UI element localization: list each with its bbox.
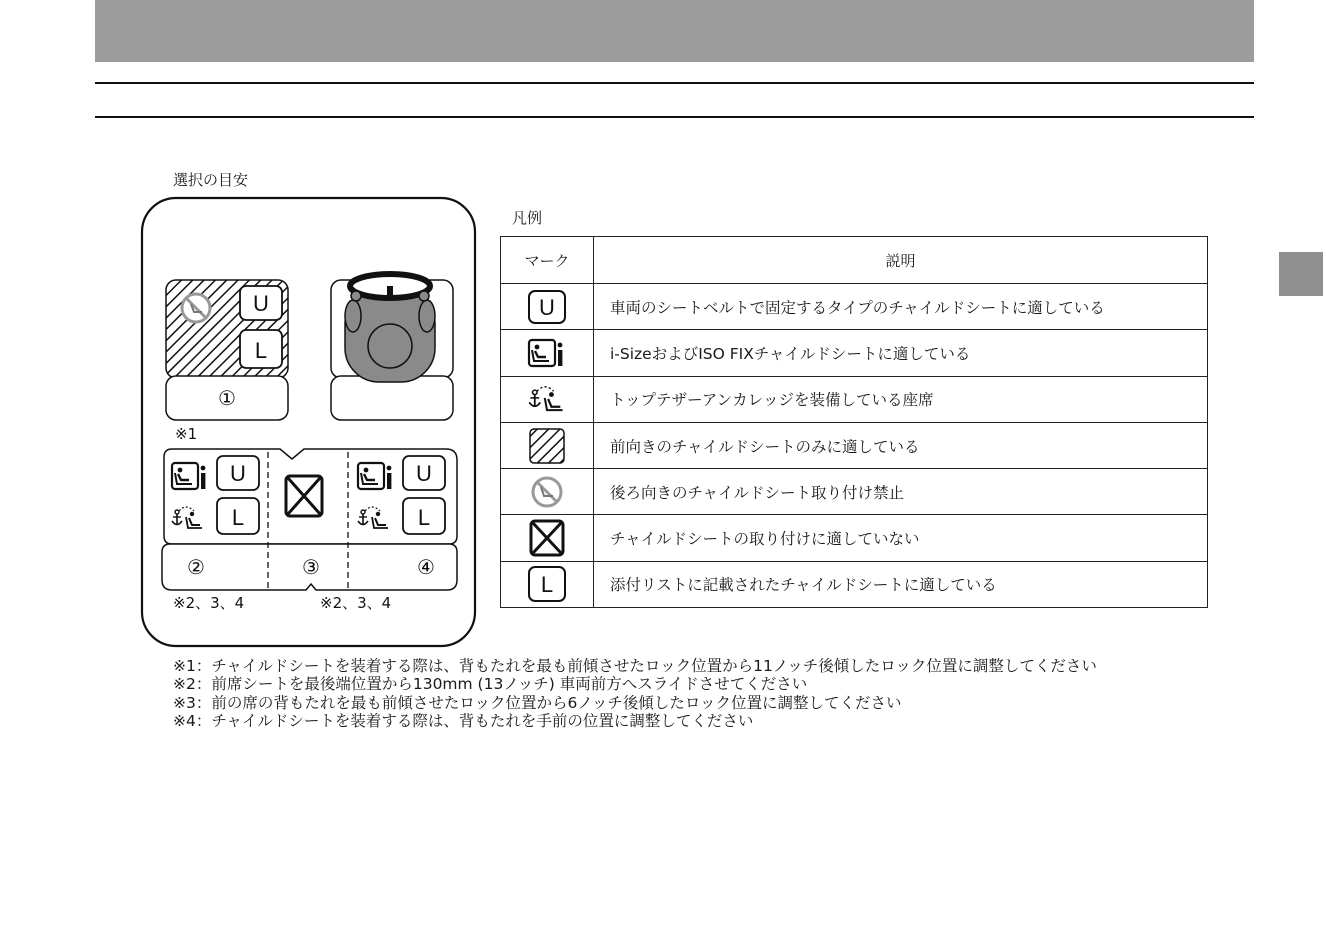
legend-desc-forward-only: 前向きのチャイルドシートのみに適している bbox=[594, 422, 1208, 468]
rear-facing-prohibited-icon bbox=[527, 475, 567, 509]
legend-header-desc: 説明 bbox=[594, 237, 1208, 284]
svg-text:U: U bbox=[539, 294, 555, 320]
legend-row bbox=[501, 284, 1208, 330]
seat1-ref: ※1 bbox=[175, 425, 198, 443]
bottom-rule bbox=[95, 116, 1254, 118]
legend-desc-isofix: i-SizeおよびISO FIXチャイルドシートに適している bbox=[594, 330, 1208, 376]
footnote-4: ※4：チャイルドシートを装着する際は、背もたれを手前の位置に調整してください bbox=[173, 711, 754, 730]
guide-title: 選択の目安 bbox=[173, 171, 249, 189]
header-band bbox=[95, 0, 1254, 62]
legend-row bbox=[501, 376, 1208, 422]
footnote-2: ※2：前席シートを最後端位置から130mm (13ノッチ) 車両前方へスライドさせてください bbox=[173, 675, 808, 694]
legend-row bbox=[501, 330, 1208, 376]
rear-facing-prohibited-icon bbox=[182, 294, 210, 322]
driver-seat bbox=[331, 274, 453, 420]
seat-number-3: ③ bbox=[302, 555, 320, 579]
legend-title: 凡例 bbox=[512, 209, 543, 227]
legend-desc-not-suitable: チャイルドシートの取り付けに適していない bbox=[594, 515, 1208, 561]
legend-desc-u: 車両のシートベルトで固定するタイプのチャイルドシートに適している bbox=[594, 284, 1208, 330]
seat1-u-badge: U bbox=[253, 291, 269, 316]
crossed-box-icon bbox=[527, 519, 567, 557]
legend-row bbox=[501, 422, 1208, 468]
seat-number-1: ① bbox=[218, 386, 236, 410]
seat-number-2: ② bbox=[187, 555, 205, 579]
u-badge-icon bbox=[527, 289, 567, 325]
seat-1 bbox=[166, 280, 288, 420]
legend-header-row bbox=[501, 237, 1208, 284]
legend-desc-top-tether: トップテザーアンカレッジを装備している座席 bbox=[594, 376, 1208, 422]
seating-diagram bbox=[140, 196, 477, 648]
top-rule bbox=[95, 82, 1254, 84]
rear-row bbox=[162, 449, 457, 590]
svg-text:L: L bbox=[540, 572, 554, 598]
top-tether-anchor-icon bbox=[527, 382, 567, 416]
legend-desc-rear-facing-prohibited: 後ろ向きのチャイルドシート取り付け禁止 bbox=[594, 469, 1208, 515]
rear-left-ref: ※2、3、4 bbox=[173, 594, 245, 612]
legend-row bbox=[501, 515, 1208, 561]
hatched-square-icon bbox=[527, 427, 567, 465]
legend-header-mark: マーク bbox=[501, 237, 594, 284]
legend-row bbox=[501, 561, 1208, 607]
seat3-crossed-box-icon bbox=[286, 476, 322, 516]
seat1-l-badge: L bbox=[254, 338, 268, 363]
chapter-side-tab[interactable] bbox=[1279, 252, 1323, 296]
footnote-3: ※3：前の席の背もたれを最も前傾させたロック位置から6ノッチ後傾したロック位置に調整してください bbox=[173, 693, 902, 712]
footnotes bbox=[173, 657, 1097, 730]
seat-number-4: ④ bbox=[417, 555, 435, 579]
rear-right-ref: ※2、3、4 bbox=[320, 594, 392, 612]
l-badge-icon bbox=[527, 565, 567, 603]
seat4-l-badge: L bbox=[417, 505, 431, 530]
legend-table bbox=[500, 236, 1208, 608]
footnote-1: ※1：チャイルドシートを装着する際は、背もたれを最も前傾させたロック位置から11ノッチ後傾したロック位置に調整してください bbox=[173, 657, 1097, 675]
legend-row bbox=[501, 469, 1208, 515]
seat2-l-badge: L bbox=[231, 505, 245, 530]
isofix-icon bbox=[527, 336, 567, 370]
seat2-u-badge: U bbox=[230, 461, 246, 486]
legend-desc-l: 添付リストに記載されたチャイルドシートに適している bbox=[594, 561, 1208, 607]
seat4-u-badge: U bbox=[416, 461, 432, 486]
